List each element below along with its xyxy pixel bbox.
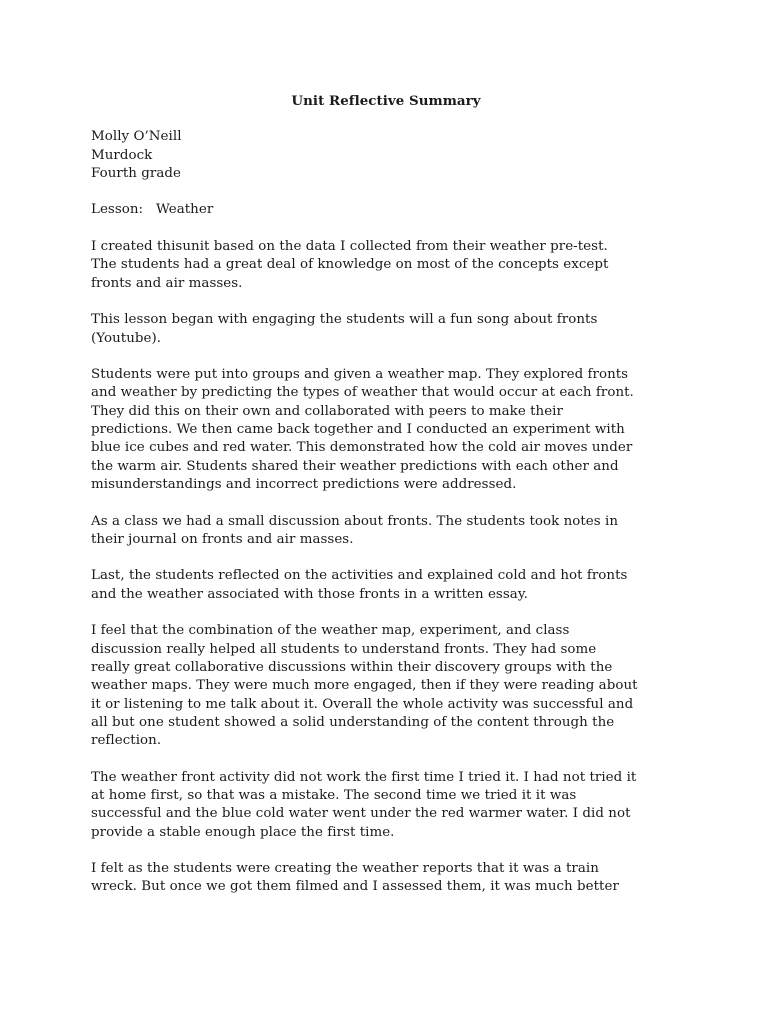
paragraph-line: successful and the blue cold water went under the red warmer water. I did not [91, 806, 631, 822]
paragraph-line: The students had a great deal of knowledge on most of the concepts except [91, 257, 609, 273]
paragraph [91, 238, 681, 293]
paragraph-line: discussion really helped all students to understand fronts. They had some [91, 641, 597, 657]
paragraph-line: Students were put into groups and given a weather map. They explored fronts [91, 367, 629, 383]
paragraph [91, 567, 681, 604]
lesson-label: Lesson: Weather [91, 202, 214, 218]
paragraph-line: I feel that the combination of the weather map, experiment, and class [91, 623, 570, 639]
paragraph-line: provide a stable enough place the first time. [91, 824, 395, 840]
paragraph-line: at home first, so that was a mistake. The second time we tried it it was [91, 787, 577, 803]
paragraph-line: misunderstandings and incorrect predictions were addressed. [91, 476, 517, 492]
header-info [91, 128, 681, 183]
paragraph [91, 366, 681, 494]
school-name: Murdock [91, 147, 153, 163]
author-name: Molly O’Neill [91, 129, 182, 145]
paragraph [91, 860, 681, 897]
paragraph [91, 622, 681, 750]
document-title: Unit Reflective Summary [291, 93, 481, 109]
paragraph [91, 769, 681, 842]
paragraph-line: it or listening to me talk about it. Overall the whole activity was successful and [91, 696, 634, 712]
paragraph-line: reflection. [91, 733, 162, 749]
paragraph [91, 311, 681, 348]
paragraph [91, 513, 681, 550]
paragraph-line: and weather by predicting the types of weather that would occur at each front. [91, 385, 634, 401]
paragraph-line: (Youtube). [91, 330, 162, 346]
paragraph-line: As a class we had a small discussion about fronts. The students took notes in [91, 513, 618, 529]
paragraph-line: their journal on fronts and air masses. [91, 531, 354, 547]
paragraph-line: I felt as the students were creating the weather reports that it was a train [91, 861, 599, 877]
paragraph-line: wreck. But once we got them filmed and I assessed them, it was much better [91, 879, 619, 895]
paragraph-line: all but one student showed a solid understanding of the content through the [91, 714, 615, 730]
paragraph-line: fronts and air masses. [91, 275, 243, 291]
paragraph-line: predictions. We then came back together and I conducted an experiment with [91, 422, 625, 438]
paragraph-line: This lesson began with engaging the students will a fun song about fronts [91, 312, 598, 328]
lesson-line [91, 201, 681, 219]
paragraph-line: They did this on their own and collaborated with peers to make their [91, 403, 563, 419]
paragraph-line: the warm air. Students shared their weather predictions with each other and [91, 458, 619, 474]
paragraph-line: and the weather associated with those fronts in a written essay. [91, 586, 528, 602]
paragraph-line: blue ice cubes and red water. This demonstrated how the cold air moves under [91, 440, 633, 456]
paragraph-line: Last, the students reflected on the activities and explained cold and hot fronts [91, 568, 628, 584]
paragraph-line: weather maps. They were much more engaged, then if they were reading about [91, 678, 638, 694]
paragraph-line: really great collaborative discussions within their discovery groups with the [91, 659, 613, 675]
document-body [91, 92, 681, 915]
paragraph-line: The weather front activity did not work the first time I tried it. I had not tried it [91, 769, 637, 785]
grade-level: Fourth grade [91, 165, 181, 181]
paragraph-line: I created thisunit based on the data I collected from their weather pre-test. [91, 239, 608, 255]
